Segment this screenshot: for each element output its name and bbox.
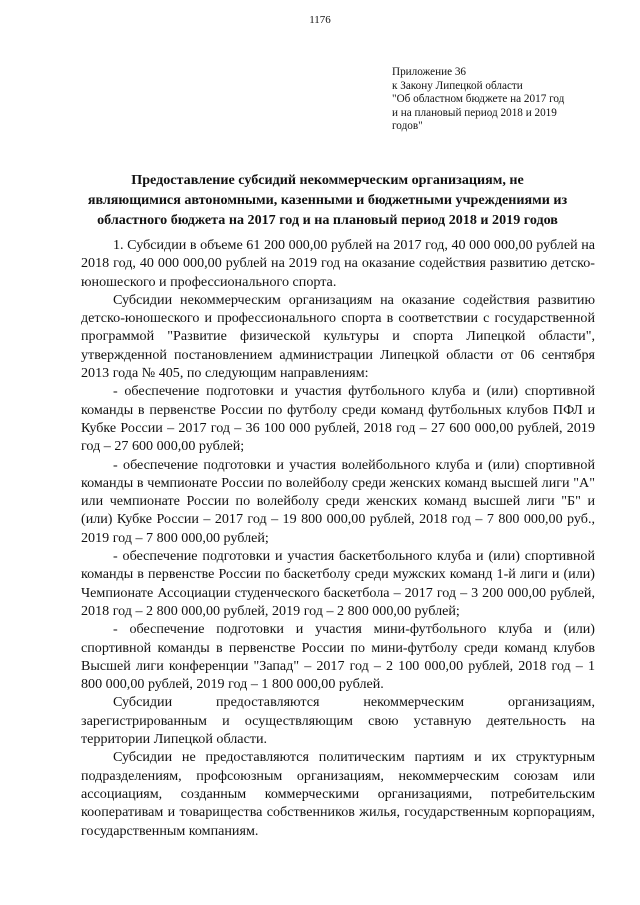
appendix-line: Приложение 36 [392,66,467,78]
page-number: 1176 [309,14,331,26]
list-item-basketball: - обеспечение подготовки и участия баскетбольного клуба и (или) спортивной команды в первенстве России по баскетболу среди мужских команд 1-й лиги и (или) Чемпионате Ассоциации студенческого баскетбола – 2017 год – 3 200 000,00 рублей, 2018 год – 2 800 000,00 рублей, 2019 год – 2 800 000,00 рублей; [81,548,595,619]
appendix-line: "Об областном бюджете на 2017 год [392,93,565,106]
paragraph-program: Субсидии некоммерческим организациям на оказание содействия развитию детско-юношеского и профессионального спорта в соответствии с государственной программой "Развитие физической культуры и спорта Липецкой области", утвержденной постановлением администрации Липецкой области от 06 сентября 2013 года № 405, по следующим направлениям: [81,291,595,382]
appendix-note [392,66,592,134]
document-body [81,236,595,840]
list-item-volleyball: - обеспечение подготовки и участия волейбольного клуба и (или) спортивной команды в чемпионате России по волейболу среди женских команд высшей лиги "А" или чемпионате России по волейболу среди женских команд высшей лиги "Б" и (или) Кубке России – 2017 год – 19 800 000,00 рублей, 2018 год – 7 800 000,00 руб., 2019 год – 7 800 000,00 рублей; [81,456,595,546]
title-line: Предоставление субсидий некоммерческим организациям, не [131,172,524,188]
title-line: областного бюджета на 2017 год и на плановый период 2018 и 2019 годов [97,212,558,228]
paragraph-exclusions: Субсидии не предоставляются политическим партиям и их структурным подразделениям, профсоюзным организациям, некоммерческим союзам или ассоциациям, созданным коммерческими организациями, потребительским кооперативам и товарищества собственников жилья, государственным корпорациям, государственным компаниям. [81,749,595,839]
paragraph-eligibility: Субсидии предоставляются некоммерческим организациям, зарегистрированным и осуществляющим свою уставную деятельность на территории Липецкой области. [81,694,595,748]
appendix-line: к Закону Липецкой области [392,79,523,92]
list-item-football: - обеспечение подготовки и участия футбольного клуба и (или) спортивной команды в первенстве России по футболу среди команд футбольных клубов ПФЛ и Кубке России – 2017 год – 36 100 000 рублей, 2018 год – 27 600 000,00 рублей, 2019 год – 27 600 000,00 рублей; [81,383,595,455]
list-item-mini-football: - обеспечение подготовки и участия мини-футбольного клуба и (или) спортивной команды в первенстве России по мини-футболу среди команд клубов Высшей лиги конференции "Запад" – 2017 год – 2 100 000,00 рублей, 2018 год – 1 800 000,00 рублей, 2019 год – 1 800 000,00 рублей. [81,621,595,693]
appendix-line: и на плановый период 2018 и 2019 [392,106,557,119]
title-line: являющимися автономными, казенными и бюджетными учреждениями из [87,192,568,208]
document-title [60,170,595,230]
appendix-line: годов" [392,120,423,133]
paragraph-subsidy-amounts: 1. Субсидии в объеме 61 200 000,00 рублей на 2017 год, 40 000 000,00 рублей на 2018 год, 40 000 000,00 рублей на 2019 год на оказание содействия развитию детско-юношеского и профессионального спорта. [81,237,595,290]
